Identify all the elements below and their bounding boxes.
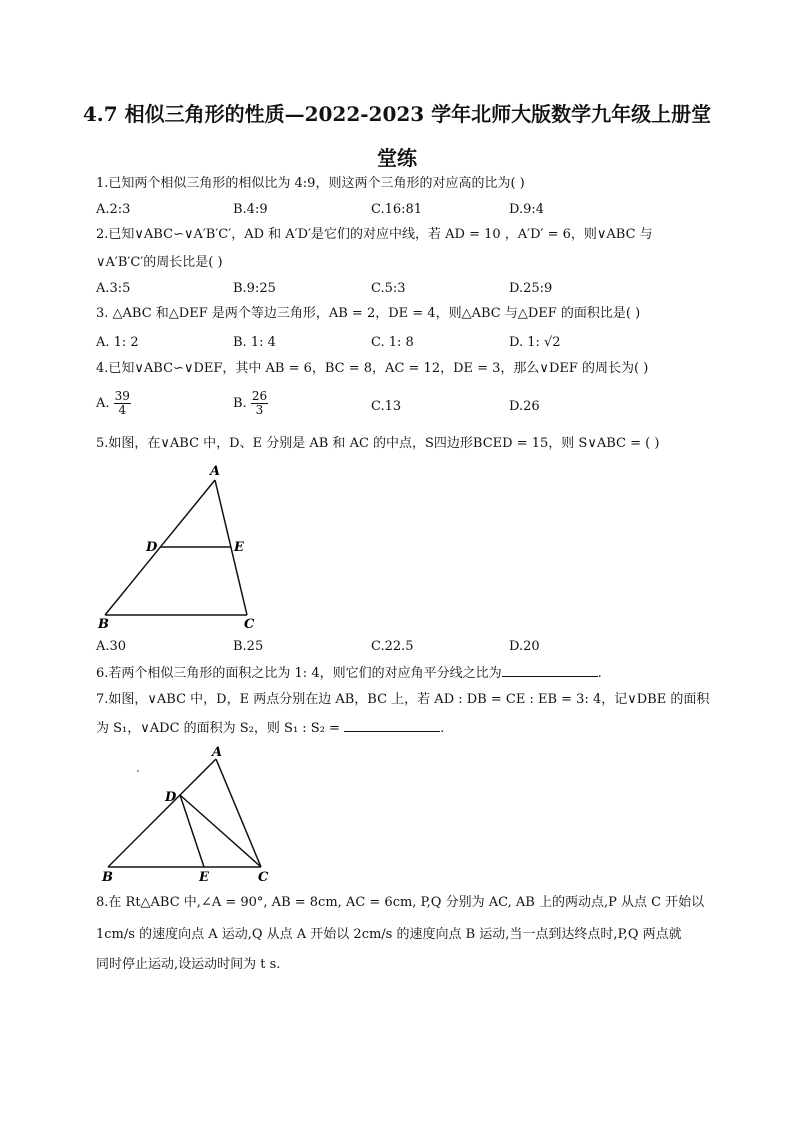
q6-prompt: 6.若两个相似三角形的面积之比为 1: 4，则它们的对应角平分线之比为	[96, 666, 502, 681]
q4-option-a-numerator: 39	[114, 389, 130, 403]
q5-option-b: B.25	[233, 639, 264, 654]
question-8-line-1: 8.在 Rt△ABC 中,∠A = 90°, AB = 8cm, AC = 6cm, P,Q 分别为 AC, AB 上的两动点,P 从点 C 开始以	[96, 895, 705, 910]
q5-label-b: B	[98, 617, 109, 630]
question-8-line-2: 1cm/s 的速度向点 A 运动,Q 从点 A 开始以 2cm/s 的速度向点 B 运动,当一点到达终点时,P,Q 两点就	[96, 927, 682, 942]
question-8-line-3: 同时停止运动,设运动时间为 t s.	[96, 957, 281, 972]
q4-option-a-fraction	[114, 390, 131, 417]
q6-end: .	[597, 666, 602, 681]
q3-option-b: B. 1: 4	[233, 335, 276, 350]
q4-option-a	[96, 390, 131, 417]
q2-option-a: A.3:5	[96, 281, 131, 296]
title-line-2: 堂练	[377, 146, 417, 170]
question-4-text: 4.已知∨ABC∽∨DEF，其中 AB = 6，BC = 8，AC = 12，DE = 3，那么∨DEF 的周长为( )	[96, 361, 649, 376]
q5-option-c: C.22.5	[371, 639, 414, 654]
q5-triangle-figure	[90, 460, 270, 630]
q4-option-a-prefix: A.	[96, 396, 110, 411]
q7-prompt: 为 S₁，∨ADC 的面积为 S₂，则 S₁ : S₂ =	[96, 721, 340, 736]
q4-option-b-fraction	[251, 390, 268, 417]
question-2-line-2: ∨A′B′C′的周长比是( )	[96, 255, 223, 270]
question-7-line-1: 7.如图，∨ABC 中，D，E 两点分别在边 AB，BC 上，若 AD : DB = CE : EB = 3: 4，记∨DBE 的面积	[96, 692, 710, 707]
q7-triangle-figure	[96, 745, 276, 885]
q5-label-d: D	[146, 540, 158, 555]
q1-option-c: C.16:81	[371, 202, 423, 217]
q4-option-d: D.26	[509, 399, 540, 414]
q3-option-c: C. 1: 8	[371, 335, 414, 350]
q7-end: .	[440, 721, 445, 736]
q7-label-d: D	[165, 790, 177, 805]
q1-option-d: D.9:4	[509, 202, 545, 217]
page-title	[60, 92, 734, 180]
question-5-text: 5.如图，在∨ABC 中，D、E 分别是 AB 和 AC 的中点，S四边形BCED = 15，则 S∨ABC = ( )	[96, 436, 660, 451]
q1-option-b: B.4:9	[233, 202, 268, 217]
question-7-line-2	[96, 719, 444, 738]
q5-label-a: A	[210, 464, 221, 479]
q7-side-ac	[216, 759, 261, 867]
q7-label-e: E	[199, 870, 209, 885]
q7-answer-blank[interactable]	[344, 719, 440, 732]
q7-stray-dot	[137, 770, 139, 772]
q7-label-a: A	[212, 745, 223, 760]
q6-answer-blank[interactable]	[502, 664, 598, 677]
q2-option-d: D.25:9	[509, 281, 553, 296]
question-1-text: 1.已知两个相似三角形的相似比为 4:9，则这两个三角形的对应高的比为( )	[96, 176, 525, 191]
q4-option-b	[233, 390, 268, 417]
q3-option-a: A. 1: 2	[96, 335, 139, 350]
q4-option-b-numerator: 26	[251, 389, 268, 403]
q7-label-b: B	[102, 870, 113, 885]
q4-option-b-denominator: 3	[255, 403, 264, 417]
q4-option-a-denominator: 4	[118, 403, 127, 417]
q5-option-d: D.20	[509, 639, 540, 654]
q1-option-a: A.2:3	[96, 202, 131, 217]
question-6-text	[96, 664, 602, 683]
q5-label-c: C	[244, 617, 255, 630]
q2-option-b: B.9:25	[233, 281, 276, 296]
q7-label-c: C	[258, 870, 269, 885]
q3-option-d: D. 1: √2	[509, 335, 561, 350]
q5-option-a: A.30	[96, 639, 127, 654]
question-3-text: 3. △ABC 和△DEF 是两个等边三角形，AB = 2，DE = 4，则△ABC 与△DEF 的面积比是( )	[96, 306, 641, 321]
q2-option-c: C.5:3	[371, 281, 406, 296]
q4-option-b-prefix: B.	[233, 396, 247, 411]
title-line-1: 4.7 相似三角形的性质—2022-2023 学年北师大版数学九年级上册堂	[82, 102, 712, 126]
q5-label-e: E	[234, 540, 244, 555]
question-2-line-1: 2.已知∨ABC∽∨A′B′C′，AD 和 A′D′是它们的对应中线，若 AD = 10 ，A′D′ = 6，则∨ABC 与	[96, 227, 653, 242]
q4-option-c: C.13	[371, 399, 402, 414]
